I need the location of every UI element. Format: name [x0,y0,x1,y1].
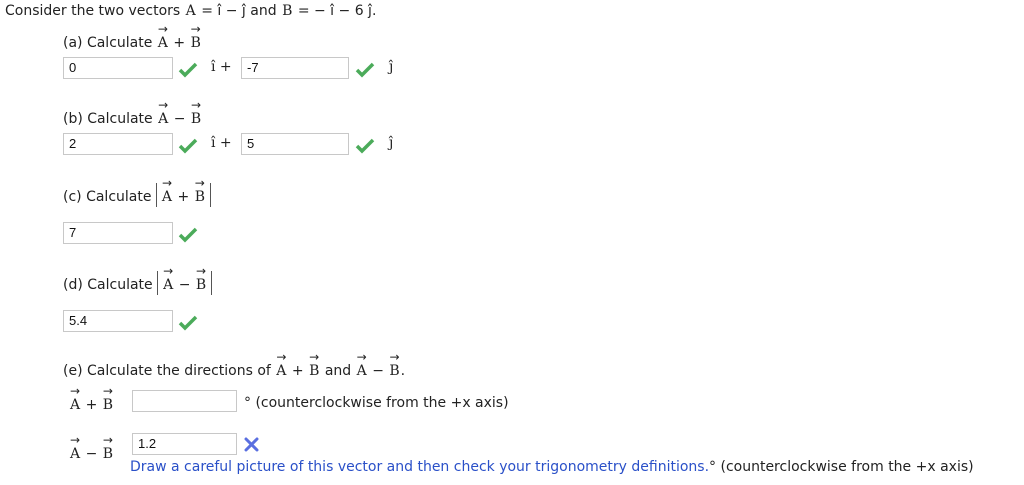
diff-vector-label: → A − → B [69,446,114,462]
i-hat-label: î + [211,135,232,151]
i-hat-label: î + [211,59,232,75]
check-icon [178,62,198,78]
part-d-input[interactable]: 5.4 [63,310,173,332]
feedback-row [130,459,974,475]
check-icon [355,62,375,78]
part-b-label: (b) Calculate → A − → B [63,111,202,127]
cross-icon [244,437,259,452]
sum-unit-label: ° (counterclockwise from the +x axis) [244,395,509,411]
part-a-label: (a) Calculate → A + → B [63,35,202,51]
check-icon [178,315,198,331]
j-hat-label: ĵ [389,59,394,75]
part-c-label: (c) Calculate → A + → B [63,183,211,207]
diff-unit-label: ° (counterclockwise from the +x axis) [709,459,974,475]
check-icon [355,138,375,154]
check-icon [178,138,198,154]
part-e-label: (e) Calculate the directions of → A + → B and → A − → B. [63,363,405,379]
magnitude-bars: → A − → B [157,271,212,295]
part-c-input[interactable]: 7 [63,222,173,244]
diff-direction-input[interactable]: 1.2 [132,433,237,455]
vector-a: → A [185,3,197,19]
j-hat-label: ĵ [389,135,394,151]
part-a-x-input[interactable]: 0 [63,57,173,79]
check-icon [178,227,198,243]
part-d-label: (d) Calculate → A − → B [63,271,212,295]
magnitude-bars: → A + → B [156,183,211,207]
sum-vector-label: → A + → B [69,397,114,413]
part-a-y-input[interactable]: -7 [241,57,349,79]
part-b-y-input[interactable]: 5 [241,133,349,155]
feedback-hint: Draw a careful picture of this vector and then check your trigonometry definitions. [130,459,710,475]
problem-statement: Consider the two vectors → A = î − ĵ and → B = − î − 6 ĵ. [5,3,376,19]
sum-direction-input[interactable] [132,390,237,412]
part-b-x-input[interactable]: 2 [63,133,173,155]
vector-b: → B [281,3,293,19]
